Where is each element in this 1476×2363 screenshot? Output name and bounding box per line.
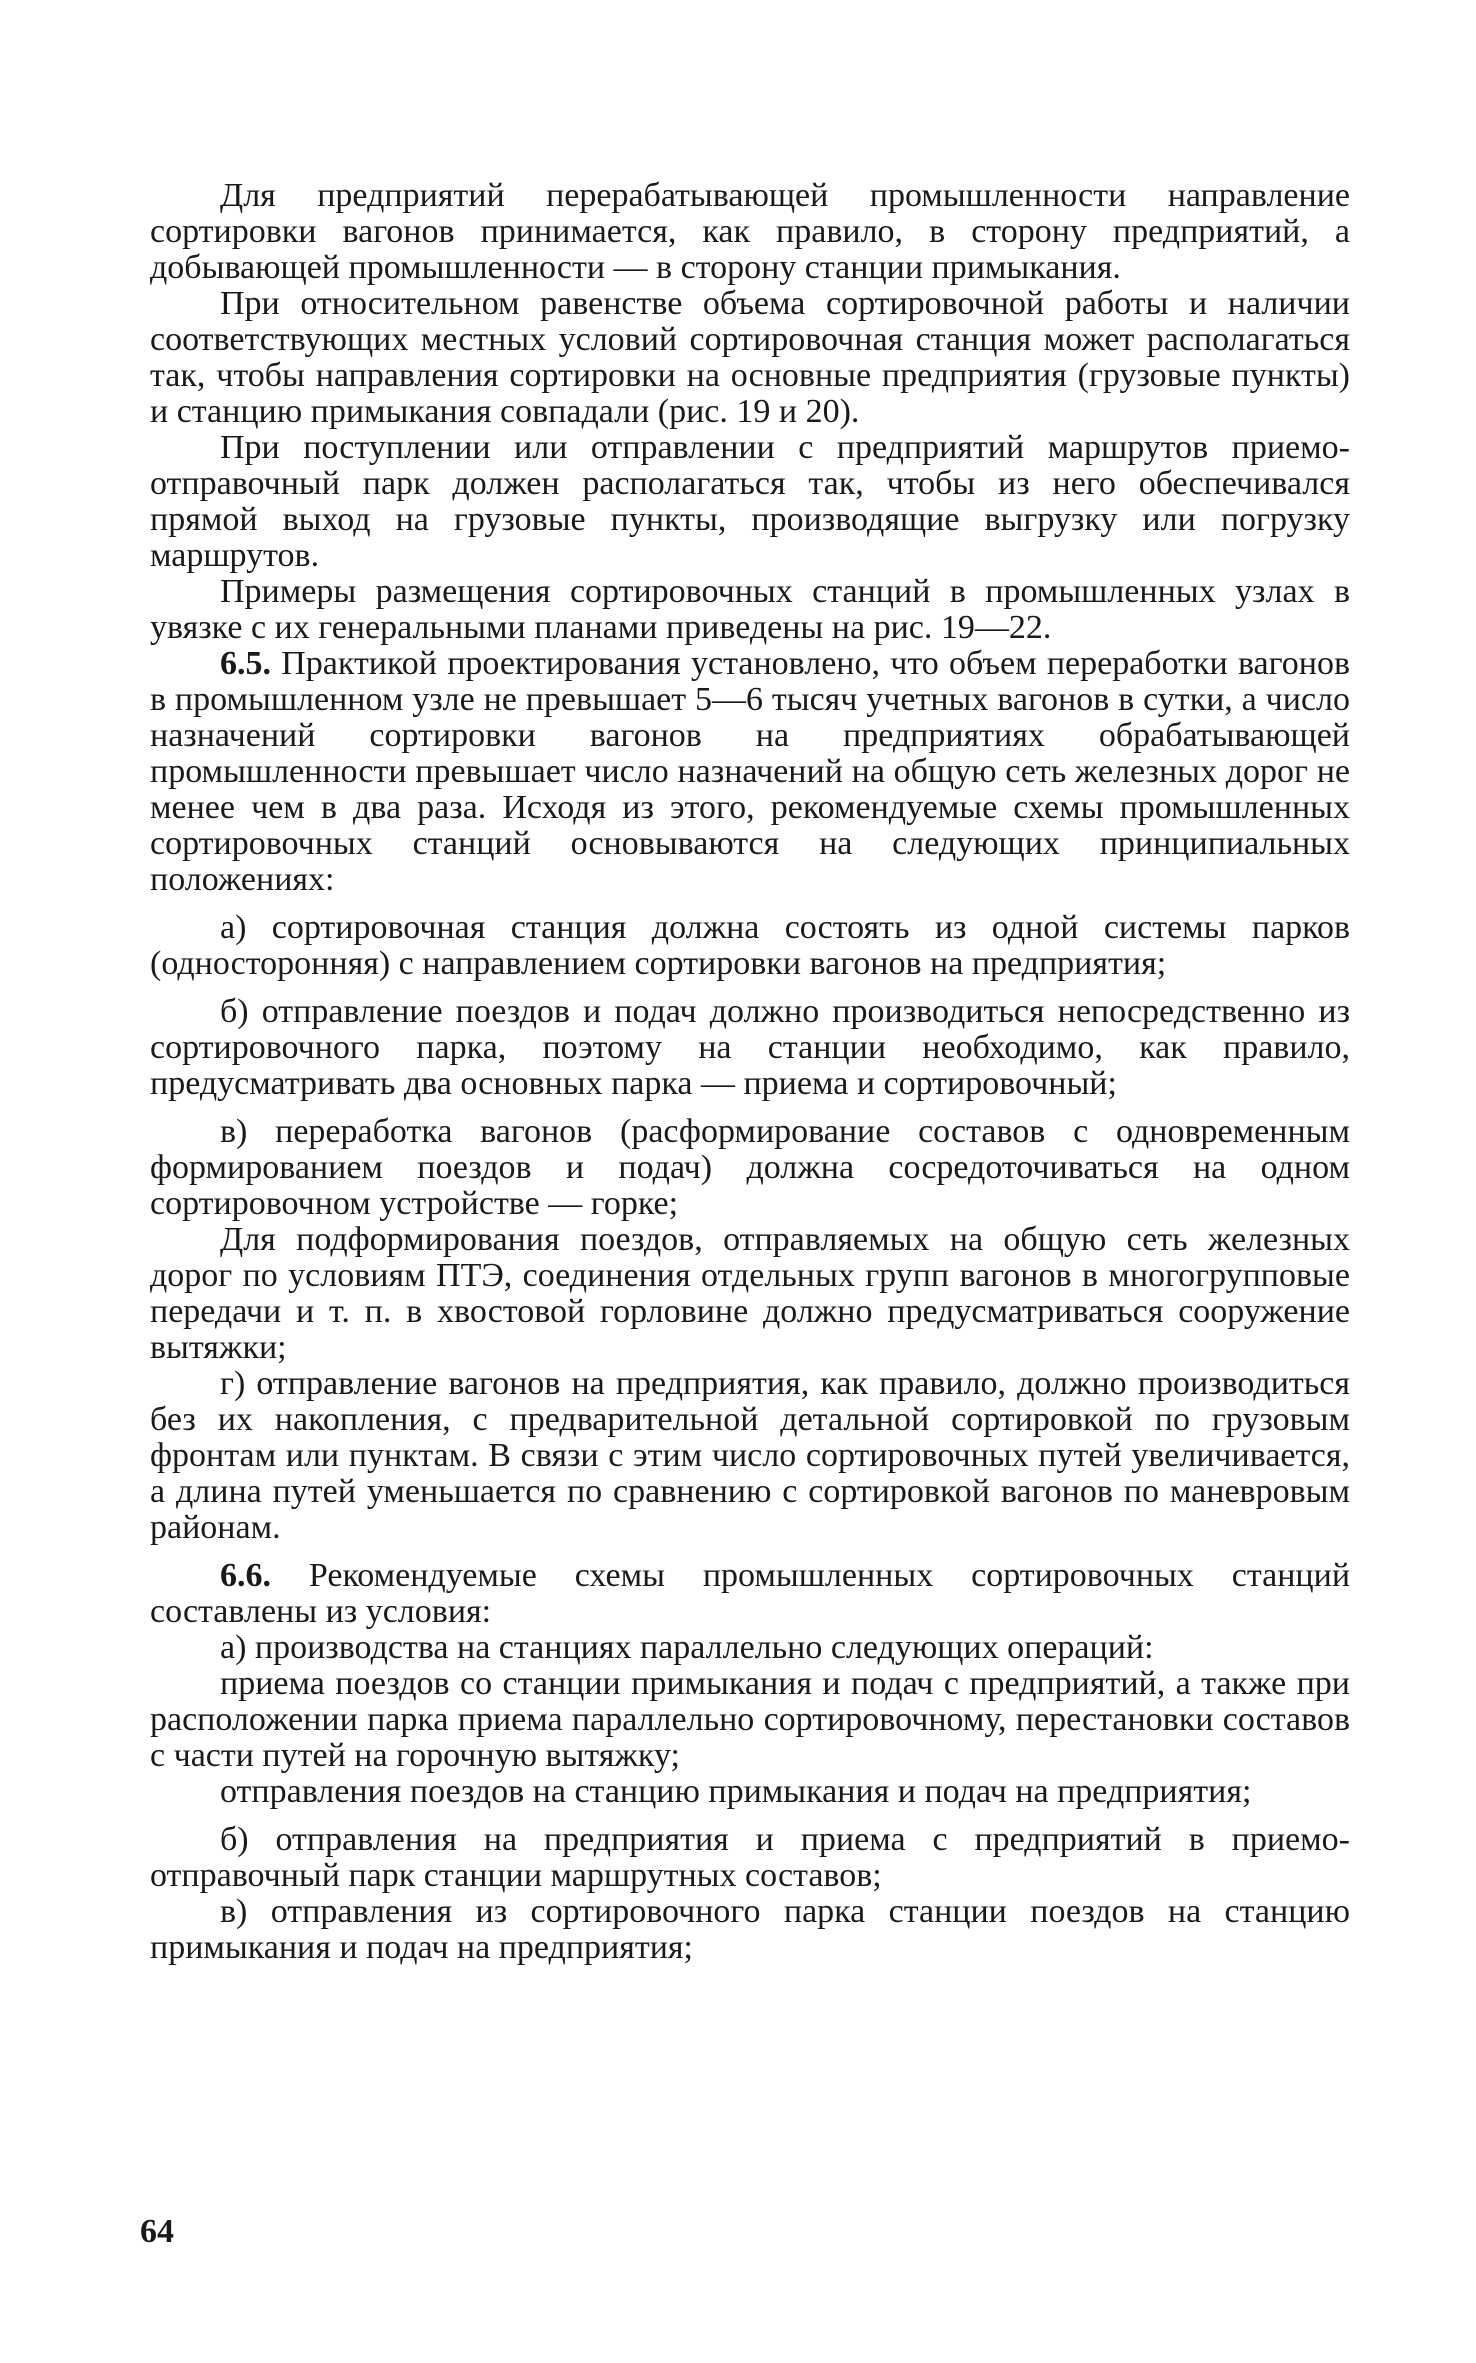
- paragraph-text: приема поездов со станции примыкания и подач с предприятий, а также при расположении парка приема параллельно сортировочному, перестановки составов с части путей на горочную вытяжку;: [150, 1665, 1350, 1774]
- paragraph: [150, 1222, 1350, 1366]
- paragraph: [150, 1630, 1350, 1666]
- paragraph: [150, 1774, 1350, 1810]
- paragraph: [150, 646, 1350, 898]
- paragraph-text: Для подформирования поездов, отправляемых на общую сеть железных дорог по условиям ПТЭ, соединения отдельных групп вагонов в многогрупповые передачи и т. п. в хвостовой горловине должно предусматриваться сооружение вытяжки;: [150, 1221, 1350, 1366]
- paragraph-text: а) сортировочная станция должна состоять из одной системы парков (односторонняя) с направлением сортировки вагонов на предприятия;: [150, 909, 1350, 982]
- section-number: 6.5.: [220, 645, 271, 682]
- paragraph-text: Для предприятий перерабатывающей промышленности направление сортировки вагонов принимается, как правило, в сторону предприятий, а добывающей промышленности — в сторону станции примыкания.: [150, 177, 1350, 286]
- paragraph-text: отправления поездов на станцию примыкания и подач на предприятия;: [220, 1773, 1252, 1810]
- paragraph-text: в) отправления из сортировочного парка станции поездов на станцию примыкания и подач на предприятия;: [150, 1893, 1350, 1966]
- paragraph-text: При поступлении или отправлении с предприятий маршрутов приемо-отправочный парк должен располагаться так, чтобы из него обеспечивался прямой выход на грузовые пункты, производящие выгрузку или погрузку маршрутов.: [150, 429, 1350, 574]
- paragraph-text: г) отправление вагонов на предприятия, как правило, должно производиться без их накопления, с предварительной детальной сортировкой по грузовым фронтам или пунктам. В связи с этим число сортировочных путей увеличивается, а длина путей уменьшается по сравнению с сортировкой вагонов по маневровым районам.: [150, 1365, 1350, 1546]
- paragraph: [150, 1366, 1350, 1546]
- paragraph: [150, 574, 1350, 646]
- paragraph-text: Практикой проектирования установлено, что объем переработки вагонов в промышленном узле не превышает 5—6 тысяч учетных вагонов в сутки, а число назначений сортировки вагонов на предприятиях обрабатывающей промышленности превышает число назначений на общую сеть железных дорог не менее чем в два раза. Исходя из этого, рекомендуемые схемы промышленных сортировочных станций основываются на следующих принципиальных положениях:: [150, 645, 1350, 898]
- paragraph: [150, 286, 1350, 430]
- text-block: [150, 178, 1350, 1966]
- section-number: 6.6.: [220, 1557, 271, 1594]
- paragraph: [150, 1114, 1350, 1222]
- paragraph: [150, 1666, 1350, 1774]
- paragraph: [150, 1558, 1350, 1630]
- paragraph: [150, 1822, 1350, 1894]
- paragraph-text: б) отправления на предприятия и приема с предприятий в приемо-отправочный парк станции маршрутных составов;: [150, 1821, 1350, 1894]
- paragraph-text: Примеры размещения сортировочных станций в промышленных узлах в увязке с их генеральными планами приведены на рис. 19—22.: [150, 573, 1350, 646]
- paragraph: [150, 994, 1350, 1102]
- paragraph: [150, 910, 1350, 982]
- page-number: 64: [140, 2213, 174, 2250]
- paragraph-text: Рекомендуемые схемы промышленных сортировочных станций составлены из условия:: [150, 1557, 1351, 1630]
- paragraph: [150, 430, 1350, 574]
- paragraph: [150, 1894, 1350, 1966]
- page-body: [150, 178, 1350, 2258]
- paragraph: [150, 178, 1350, 286]
- paragraph-text: а) производства на станциях параллельно следующих операций:: [220, 1629, 1154, 1666]
- paragraph-text: При относительном равенстве объема сортировочной работы и наличии соответствующих местных условий сортировочная станция может располагаться так, чтобы направления сортировки на основные предприятия (грузовые пункты) и станцию примыкания совпадали (рис. 19 и 20).: [150, 285, 1350, 430]
- paragraph-text: в) переработка вагонов (расформирование составов с одновременным формированием поездов и подач) должна сосредоточиваться на одном сортировочном устройстве — горке;: [150, 1113, 1350, 1222]
- paragraph-text: б) отправление поездов и подач должно производиться непосредственно из сортировочного парка, поэтому на станции необходимо, как правило, предусматривать два основных парка — приема и сортировочный;: [150, 993, 1350, 1102]
